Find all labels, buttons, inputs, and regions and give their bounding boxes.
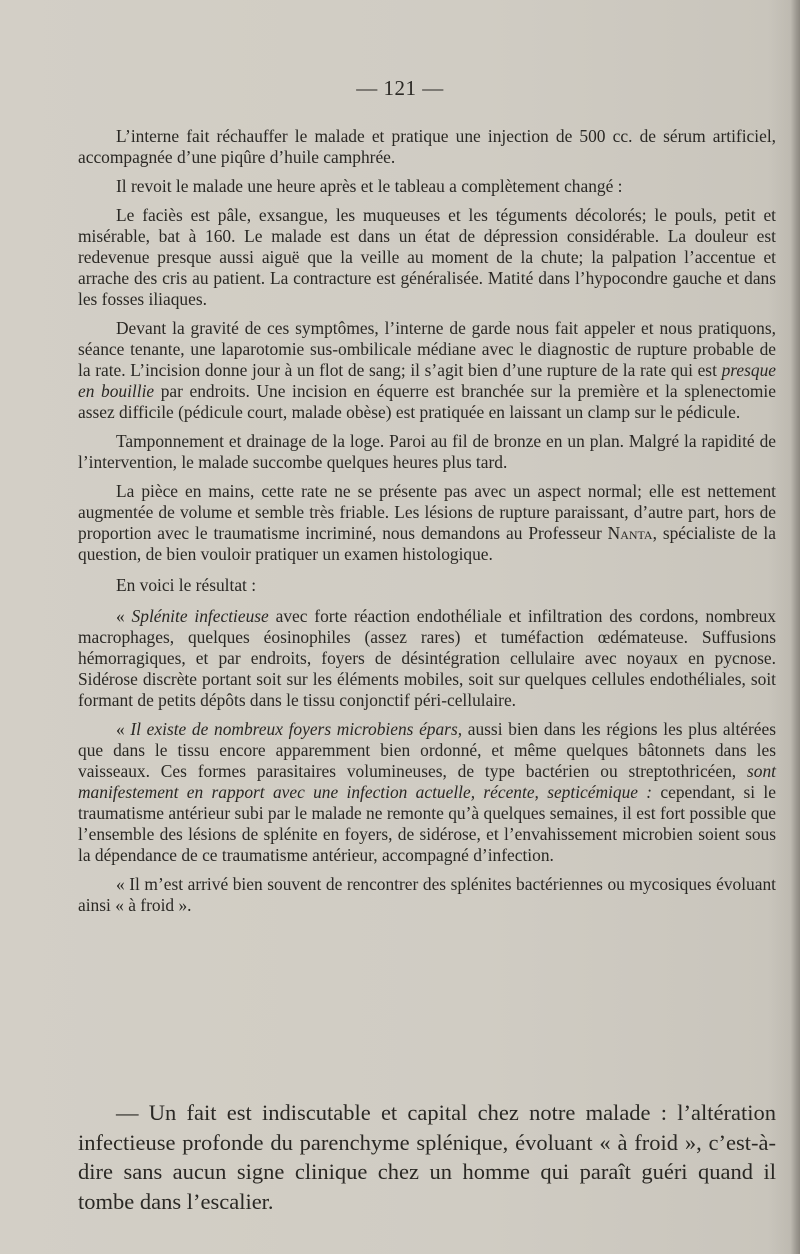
- paragraph-1: L’interne fait réchauffer le malade et pratique une injection de 500 cc. de sérum artificiel, accompagnée d’une piqûre d’huile camphrée.: [78, 126, 776, 167]
- paragraph-6-text-a: La pièce en mains, cette rate ne se présente pas avec un aspect normal; elle est nettement augmentée de volume et semble très friable. Les lésions de rupture paraissant, d’autre part, hors de proportion avec le traumatisme incriminé, nous demandons au Professeur: [78, 481, 776, 543]
- paragraph-9-italic-2: sont manifestement en rapport avec une infection actuelle, récente, septicémique :: [78, 761, 776, 802]
- paragraph-2: Il revoit le malade une heure après et le tableau a complètement changé :: [116, 176, 623, 196]
- paragraph-9-quote: «: [116, 719, 131, 739]
- paragraph-5: Tamponnement et drainage de la loge. Paroi au fil de bronze en un plan. Malgré la rapidité de l’intervention, le malade succombe quelques heures plus tard.: [78, 431, 776, 472]
- body-text: [78, 126, 776, 924]
- paragraph-8-italic: Splénite infectieuse: [131, 606, 269, 626]
- paragraph-4: [78, 318, 776, 423]
- paragraph-3: Le faciès est pâle, exsangue, les muqueuses et les téguments décolorés; le pouls, petit et misérable, bat à 160. Le malade est dans un état de dépression considérable. La douleur est redevenue presque aussi aiguë que la veille au moment de la chute; la palpation l’accentue et arrache des cris au patient. La contracture est généralisée. Matité dans l’hypocondre gauche et dans les fosses iliaques.: [78, 205, 776, 309]
- paragraph-4-italic: presque en bouillie: [78, 360, 776, 401]
- paragraph-4-text-b: par endroits. Une incision en équerre est branchée sur la première et la splenectomie assez difficile (pédicule court, malade obèse) est pratiquée en laissant un clamp sur le pédicule.: [78, 381, 776, 422]
- paragraph-8: [78, 606, 776, 711]
- paragraph-9: [78, 719, 776, 866]
- paragraph-8-quote: «: [116, 606, 132, 626]
- conclusion-text: [78, 1098, 776, 1216]
- paragraph-7: En voici le résultat :: [116, 575, 257, 595]
- paragraph-9-text-c: cependant, si le traumatisme antérieur subi par le malade ne remonte qu’à quelques semaines, il est fort possible que l’ensemble des lésions de splénite en foyers, de sidérose, et l’envahissement microbien soient sous la dépendance de ce traumatisme antérieur, accompagné d’infection.: [78, 782, 776, 865]
- page-edge: [790, 0, 800, 1254]
- paragraph-6: [78, 481, 776, 565]
- paragraph-8-text: avec forte réaction endothéliale et infiltration des cordons, nombreux macrophages, quelques éosinophiles (assez rares) et tuméfaction œdémateuse. Suffusions hémorragiques, et par endroits, foyers de désintégration cellulaire avec noyaux en pycnose. Sidérose discrète portant soit sur les éléments mobiles, soit sur quelques cellules endothéliales, soit formant de petits dépôts dans le tissu conjonctif péri-cellulaire.: [78, 606, 776, 710]
- page-number: — 121 —: [356, 76, 444, 100]
- paragraph-6-text-b: , spécialiste de la question, de bien vouloir pratiquer un examen histologique.: [78, 523, 776, 564]
- paragraph-9-italic-1: Il existe de nombreux foyers microbiens épars,: [130, 719, 463, 739]
- author-name: Nanta: [607, 523, 653, 543]
- paragraph-10: « Il m’est arrivé bien souvent de rencontrer des splénites bactériennes ou mycosiques évoluant ainsi « à froid ».: [78, 874, 776, 915]
- paragraph-11: — Un fait est indiscutable et capital chez notre malade : l’altération infectieuse profonde du parenchyme splénique, évoluant « à froid », c’est-à-dire sans aucun signe clinique chez un homme qui paraît guéri quand il tombe dans l’escalier.: [78, 1100, 776, 1214]
- paragraph-9-text-b: aussi bien dans les régions les plus altérées que dans le tissu encore apparemment bien ordonné, et même quelques bâtonnets dans les vaisseaux. Ces formes parasitaires volumineuses, de type bactérien ou streptothricéen,: [78, 719, 776, 781]
- paragraph-4-text-a: Devant la gravité de ces symptômes, l’interne de garde nous fait appeler et nous pratiquons, séance tenante, une laparotomie sus-ombilicale médiane avec le diagnostic de rupture probable de la rate. L’incision donne jour à un flot de sang; il s’agit bien d’une rupture de la rate qui est: [78, 318, 776, 380]
